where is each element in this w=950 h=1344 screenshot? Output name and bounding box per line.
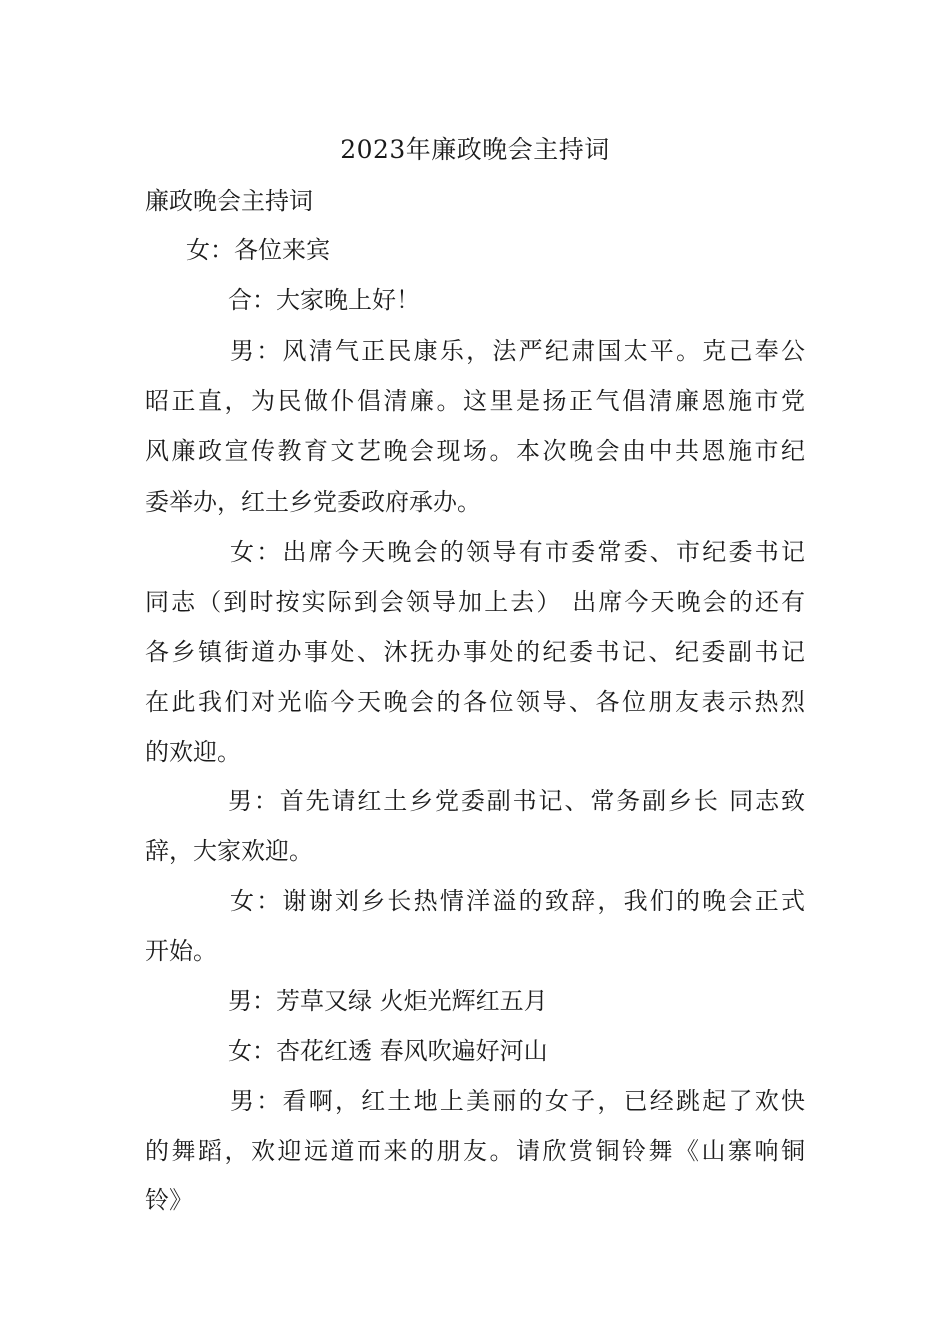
script-line: 男：看啊，红土地上美丽的女子，已经跳起了欢快: [230, 1087, 805, 1115]
script-line: 男：风清气正民康乐，法严纪肃国太平。克己奉公: [230, 337, 805, 365]
script-line: 铃》: [145, 1186, 193, 1214]
script-line: 在此我们对光临今天晚会的各位领导、各位朋友表示热烈: [145, 688, 805, 716]
script-line: 各乡镇街道办事处、沐抚办事处的纪委书记、纪委副书记: [145, 638, 805, 666]
script-line: 辞，大家欢迎。: [145, 837, 313, 865]
script-line: 男：首先请红土乡党委副书记、常务副乡长 同志致: [228, 787, 805, 815]
script-line: 昭正直，为民做仆倡清廉。这里是扬正气倡清廉恩施市党: [145, 387, 805, 415]
script-line: 委举办，红土乡党委政府承办。: [145, 488, 481, 516]
script-line: 女：谢谢刘乡长热情洋溢的致辞，我们的晚会正式: [230, 887, 805, 915]
script-line: 女：杏花红透 春风吹遍好河山: [228, 1037, 548, 1065]
document-subtitle: 廉政晚会主持词: [145, 187, 313, 215]
script-line: 的欢迎。: [145, 738, 241, 766]
script-line: 女：出席今天晚会的领导有市委常委、市纪委书记: [230, 538, 805, 566]
script-line: 合：大家晚上好！: [228, 286, 420, 314]
script-line: 的舞蹈，欢迎远道而来的朋友。请欣赏铜铃舞《山寨响铜: [145, 1137, 805, 1165]
script-line: 女：各位来宾: [186, 236, 330, 264]
script-line: 男：芳草又绿 火炬光辉红五月: [228, 987, 548, 1015]
document-title: 2023年廉政晚会主持词: [340, 135, 610, 164]
script-line: 开始。: [145, 937, 217, 965]
script-line: 同志（到时按实际到会领导加上去） 出席今天晚会的还有: [145, 588, 805, 616]
script-line: 风廉政宣传教育文艺晚会现场。本次晚会由中共恩施市纪: [145, 437, 805, 465]
